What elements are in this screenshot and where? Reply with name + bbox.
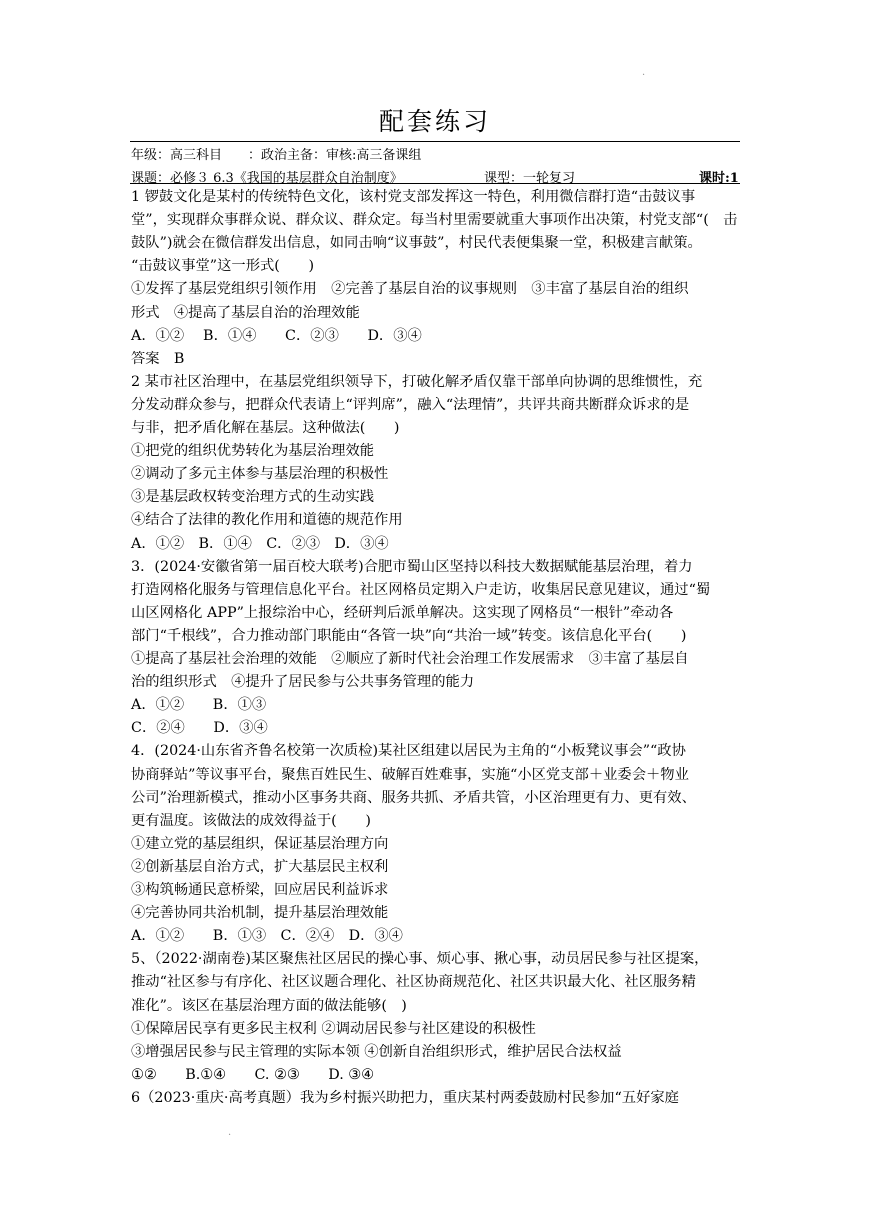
meta-grade-line: 年级：高三科目 ：政治主备：审核:高三备课组 [131,148,422,163]
text-line: ①发挥了基层党组织引领作用 ②完善了基层自治的议事规则 ③丰富了基层自治的组织 [131,281,689,298]
text-line: 2 某市社区治理中，在基层党组织领导下，打破化解矛盾仅靠干部单向协调的思维惯性，充 [131,373,703,390]
text-line: 1 锣鼓文化是某村的传统特色文化，该村党支部发挥这一特色，利用微信群打造“击鼓议事 [131,189,696,205]
meta-topic: 课题：必修３ 6.3《我国的基层群众自治制度》 [131,171,403,186]
text-line: 3．(2024·安徽省第一届百校大联考)合肥市蜀山区坚持以科技大数据赋能基层治理，着力 [131,558,693,575]
text-line: ③是基层政权转变治理方式的生动实践 [131,489,375,506]
text-line: 形式 ④提高了基层自治的治理效能 [131,304,360,321]
text-line: 准化”。该区在基层治理方面的做法能够( ) [131,997,407,1014]
text-line: 更有温度。该做法的成效得益于( ) [131,812,371,829]
meta-class-type: 课型：一轮复习 [484,171,576,186]
text-line: ③增强居民参与民主管理的实际本领 ④创新自治组织形式，维护居民合法权益 [131,1043,622,1060]
text-line: ③构筑畅通民意桥梁，回应居民利益诉求 [131,882,389,898]
text-line: A．①② B．①③ [131,697,267,714]
text-line: ①保障居民享有更多民主权利 ②调动居民参与社区建设的积极性 [131,1020,536,1037]
scan-dot-mark: · [642,70,646,81]
header-rule-bottom [130,183,740,184]
text-line: 6（2023·重庆·高考真题）我为乡村振兴助把力，重庆某村两委鼓励村民参加“五好家庭 [131,1089,679,1106]
text-line: 4．(2024·山东省齐鲁名校第一次质检)某社区组建以居民为主角的“小板凳议事会”“政协 [131,743,686,760]
text-line: 部门“千根线”，合力推动部门职能由“各管一块”向“共治一域”转变。该信息化平台( ) [131,627,687,644]
text-line: “击鼓议事堂”这一形式( ) [131,258,315,275]
text-line: 山区网格化 APP”上报综治中心，经研判后派单解决。这实现了网格员“一根针”牵动各 [131,604,674,621]
text-line: 分发动群众参与，把群众代表请上“评判席”，融入“法理情”，共评共商共断群众诉求的是 [131,396,690,413]
text-line: 打造网格化服务与管理信息化平台。社区网格员定期入户走访，收集居民意见建议，通过“蜀 [131,581,711,598]
text-line: 5、（2022·湖南卷)某区聚焦社区居民的操心事、烦心事、揪心事，动员居民参与社区提案， [131,951,709,968]
scan-dot-mark-bottom: · [228,1130,232,1141]
text-line: C．②④ D．③④ [131,720,268,737]
text-line: 答案 B [131,350,185,367]
text-line: 公司”治理新模式，推动小区事务共商、服务共抓、矛盾共管，小区治理更有力、更有效、 [131,789,696,806]
text-line: 鼓队”)就会在微信群发出信息，如同击响“议事鼓”，村民代表便集聚一堂，积极建言献策。 [131,235,702,252]
text-line: ④完善协同共治机制，提升基层治理效能 [131,905,389,922]
text-line: 推动“社区参与有序化、社区议题合理化、社区协商规范化、社区共识最大化、社区服务精 [131,974,696,991]
page-title: 配套练习 [378,107,491,136]
text-line: ②调动了多元主体参与基层治理的积极性 [131,466,389,483]
meta-class-hours: 课时:1 [699,171,739,186]
text-line: ①把党的组织优势转化为基层治理效能 [131,443,375,460]
text-line: ①建立党的基层组织，保证基层治理方向 [131,835,389,852]
text-line: A．①② B．①④ C．②③ D．③④ [131,535,389,552]
text-line: ②创新基层自治方式，扩大基层民主权利 [131,858,389,875]
text-line: 协商驿站”等议事平台，聚焦百姓民生、破解百姓难事，实施“小区党支部＋业委会＋物业 [131,766,689,783]
header-rule-top [130,141,740,142]
text-line: A．①② B．①④ C．②③ D．③④ [131,327,422,344]
text-line: ①② B.①④ C. ②③ D. ③④ [131,1066,374,1083]
text-line: ①提高了基层社会治理的效能 ②顺应了新时代社会治理工作发展需求 ③丰富了基层自 [131,651,689,667]
text-line: 堂”，实现群众事群众说、群众议、群众定。每当村里需要就重大事项作出决策，村党支部“( 击 [131,212,738,229]
text-line: 治的组织形式 ④提升了居民参与公共事务管理的能力 [131,674,475,691]
text-line: A．①② B．①③ C．②④ D．③④ [131,928,403,945]
text-line: 与非，把矛盾化解在基层。这种做法( ) [131,420,400,436]
text-line: ④结合了法律的教化作用和道德的规范作用 [131,512,403,529]
